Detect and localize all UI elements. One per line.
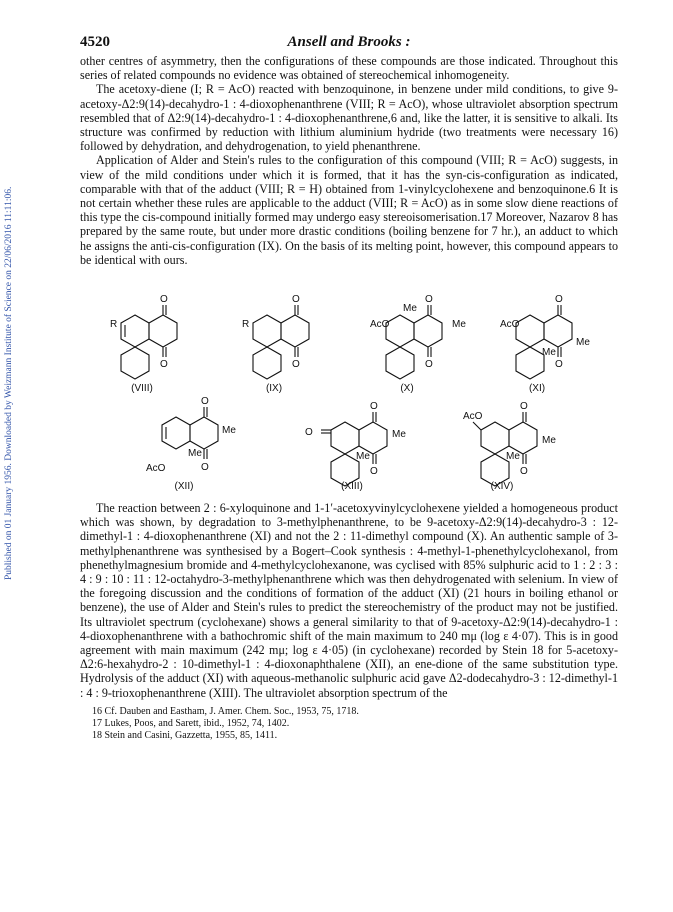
sub-XI-Me-right: Me	[576, 337, 590, 349]
label-XII: (XII)	[174, 481, 194, 493]
journal-page	[80, 34, 618, 742]
sub-X-AcO: AcO	[370, 319, 390, 331]
sub-X-Me-right: Me	[452, 319, 466, 331]
label-X: (X)	[400, 383, 414, 395]
paragraph-2: The acetoxy-diene (I; R = AcO) reacted with benzoquinone, in benzene under mild conditions, to give 9-acetoxy-Δ2:9(14)-decahydro-1 : 4-dioxophenanthrene (VIII; R = AcO), whose ultraviolet absorption spectrum resembled that of Δ2:9(14)-decahydro-1 : 4-dioxophenanthrene,6 and, like the latter, it is sensitive to alkali. Its structure was confirmed by reduction with lithium aluminium hydride (two treatments were necessary 16) followed by dehydration, and dehydrogenation, to yield phenanthrene.	[80, 82, 618, 154]
sub-X-Me-ring: Me	[403, 303, 417, 315]
paragraph-3: Application of Alder and Stein's rules to the configuration of this compound (VIII; R = AcO) suggests, in view of the mild conditions under which it is formed, that it has the syn-cis-configuration as indicated, comparable with that of the adduct (VIII; R = H) obtained from 1-vinylcyclohexene and benzoquinone.6 It is not certain whether these rules are applicable to the adduct (VIII; R = AcO) as in some slow diene reactions of this type the cis-compound initially formed may undergo easy stereoisomerisation.17 Moreover, Nazarov 8 has prepared by the same route, but under more drastic conditions (boiling benzene for 7 hr.), an adduct to which he assigns the anti-cis-configuration (IX). On the basis of its melting point, however, this compound appears to be identical with ours.	[80, 153, 618, 267]
footnotes	[80, 706, 618, 742]
sub-IX-O-bottom: O	[292, 359, 300, 371]
page-number: 4520	[80, 34, 110, 50]
sub-VIII-R: R	[110, 319, 118, 331]
sub-X-O-top: O	[425, 294, 433, 306]
sub-XII-AcO: AcO	[146, 463, 166, 475]
sub-XIV-Me-ring: Me	[506, 451, 520, 463]
running-title: Ansell and Brooks :	[287, 34, 411, 50]
structure-figure	[80, 273, 618, 495]
paragraph-1: other centres of asymmetry, then the configurations of these compounds are those indicated. Throughout this series of related compounds no evidence was obtained of stereochemical inhomogeneity.	[80, 54, 618, 83]
sub-XIII-O-bottom: O	[370, 466, 378, 478]
label-IX: (IX)	[265, 383, 283, 395]
download-watermark-text: Published on 01 January 1956. Downloaded by Weizmann Institute of Science on 22/06/2016 11:11:06.	[4, 186, 14, 580]
footnote-17: 17 Lukes, Poos, and Sarett, ibid., 1952, 74, 1402.	[92, 717, 290, 729]
sub-XI-AcO: AcO	[500, 319, 520, 331]
sub-XIII-O-left: O	[305, 427, 313, 439]
structure-IX	[253, 305, 309, 379]
sub-XII-Me-ring: Me	[188, 448, 202, 460]
label-VIII: (VIII)	[131, 383, 153, 395]
label-XIV: (XIV)	[490, 481, 514, 493]
sub-XIII-O-top: O	[370, 401, 378, 413]
footnote-16: 16 Cf. Dauben and Eastham, J. Amer. Chem. Soc., 1953, 75, 1718.	[92, 705, 359, 717]
sub-XIV-Me-right: Me	[542, 435, 556, 447]
paragraph-4: The reaction between 2 : 6-xyloquinone and 1-1′-acetoxyvinylcyclohexene yielded a homogeneous product which was shown, by degradation to 3-methylphenanthrene, to be 9-acetoxy-Δ2:9(14)-decahydro-3 : 12-dimethyl-1 : 4-dioxophenanthrene (XI) and not the 2 : 11-dimethyl compound (X). An authentic sample of 3-methylphenanthrene was synthesised by a Bogert–Cook synthesis : 4-methyl-1-phenethylcyclohexanol, from phenethylmagnesium bromide and 4-methylcyclohexanone, was cyclised with 85% sulphuric acid to 1 : 2 : 3 : 4 : 9 : 10 : 11 : 12-octahydro-3-methylphenanthrene which was then dehydrogenated with selenium. In view of the foregoing discussion and the conditions of formation of the adduct (XI) (21 hours in boiling ethanol or benzene), the use of Alder and Stein's rules to predict the stereochemistry of the product may not be justified. Its ultraviolet spectrum (cyclohexane) shows a general similarity to that of 9-acetoxy-Δ2:9(14)-decahydro-1 : 4-dioxophenanthrene with a bathochromic shift of the main maximum to 240 mμ (log ε 4·07). This is in good agreement with main maximum (242 mμ; log ε 4·05) (in cyclohexane) recorded by Stein 18 for 5-acetoxy-Δ2:6-hexahydro-2 : 10-dimethyl-1 : 4-dioxonaphthalene (XII), an ene-dione of the same substitution type. Hydrolysis of the adduct (XI) with aqueous-methanolic sulphuric acid gave Δ2-dodecahydro-3 : 12-dimethyl-1 : 4 : 9-trioxophenanthrene (XIII). The ultraviolet absorption spectrum of the	[80, 501, 618, 700]
sub-XIV-AcO: AcO	[463, 411, 483, 423]
sub-XIII-Me-ring: Me	[356, 451, 370, 463]
page-header	[80, 34, 618, 54]
sub-X-O-bottom: O	[425, 359, 433, 371]
footnote-18: 18 Stein and Casini, Gazzetta, 1955, 85, 1411.	[92, 729, 278, 741]
sub-XI-O-bottom: O	[555, 359, 563, 371]
sub-XIV-O-bottom: O	[520, 466, 528, 478]
sub-XII-Me-right: Me	[222, 425, 236, 437]
structure-XI	[516, 305, 572, 379]
structure-VIII	[121, 305, 177, 379]
structure-X	[386, 305, 442, 379]
sub-IX-R: R	[242, 319, 250, 331]
structures-svg	[80, 273, 618, 495]
label-XIII: (XIII)	[341, 481, 363, 493]
sub-XIII-Me-right: Me	[392, 429, 406, 441]
sub-XI-Me-ring: Me	[542, 347, 556, 359]
sub-XII-O-bottom: O	[201, 462, 209, 474]
sub-VIII-O-bottom: O	[160, 359, 168, 371]
sub-IX-O-top: O	[292, 294, 300, 306]
sub-XIV-O-top: O	[520, 401, 528, 413]
sub-VIII-O-top: O	[160, 294, 168, 306]
label-XI: (XI)	[528, 383, 546, 395]
sub-XI-O-top: O	[555, 294, 563, 306]
sub-XII-O-top: O	[201, 396, 209, 408]
download-watermark	[2, 60, 18, 580]
